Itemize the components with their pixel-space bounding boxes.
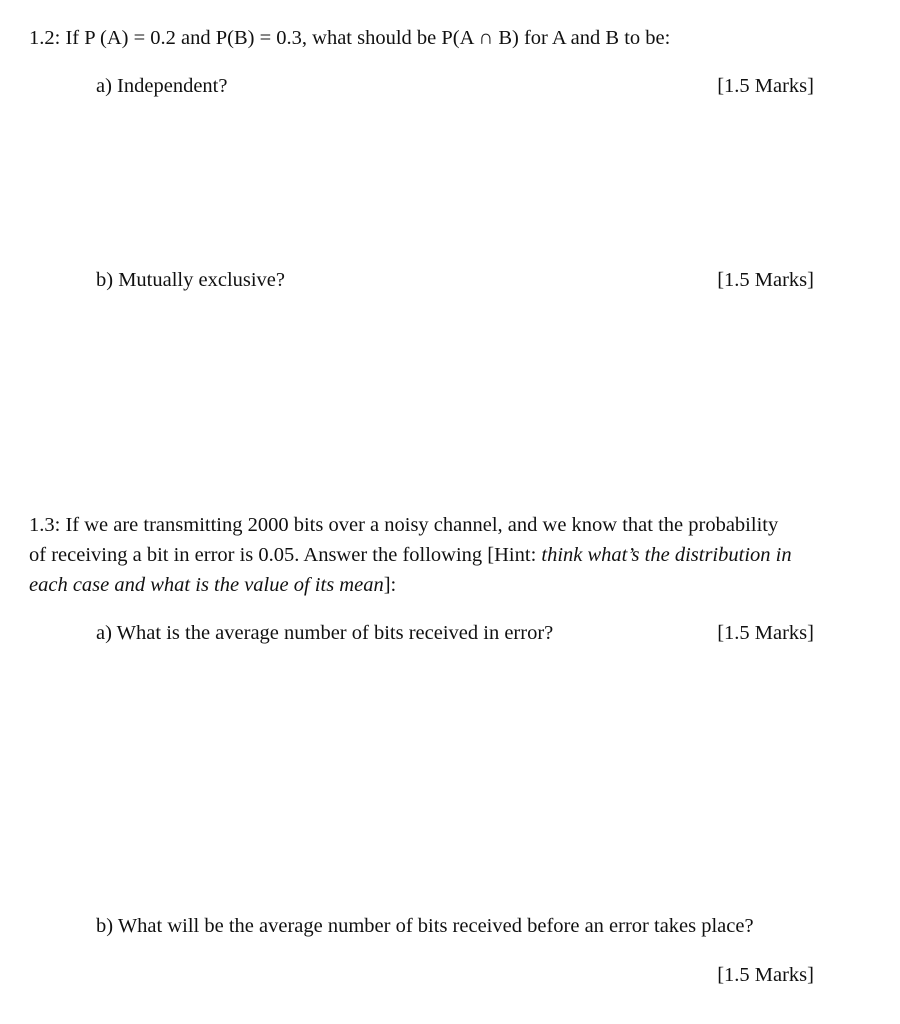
question-1-3-line-3	[29, 570, 396, 600]
question-1-2-part-a: a) Independent?	[96, 75, 228, 97]
question-1-3-hint-italic-2: each case and what is the value of its mean	[29, 574, 384, 596]
question-1-3-line-2	[29, 540, 792, 570]
question-1-2-part-b-marks: [1.5 Marks]	[717, 269, 814, 291]
question-1-3-line-1: 1.3: If we are transmitting 2000 bits over a noisy channel, and we know that the probability	[29, 514, 779, 536]
question-1-2-part-b: b) Mutually exclusive?	[96, 269, 286, 291]
question-1-3-part-a: a) What is the average number of bits received in error?	[96, 622, 554, 644]
question-1-3-part-b: b) What will be the average number of bits received before an error takes place?	[96, 915, 754, 937]
question-1-3-line-2-text: of receiving a bit in error is 0.05. Answer the following [Hint:	[29, 544, 542, 566]
question-1-2-part-a-marks: [1.5 Marks]	[717, 75, 814, 97]
question-1-3-part-a-marks: [1.5 Marks]	[717, 622, 814, 644]
question-1-2-heading: 1.2: If P (A) = 0.2 and P(B) = 0.3, what should be P(A ∩ B) for A and B to be:	[29, 27, 671, 49]
question-1-3-line-3-suffix: ]:	[383, 574, 397, 596]
question-1-3-hint-italic-1: think what’s the distribution in	[541, 544, 792, 566]
question-1-3-part-b-marks: [1.5 Marks]	[717, 964, 814, 986]
